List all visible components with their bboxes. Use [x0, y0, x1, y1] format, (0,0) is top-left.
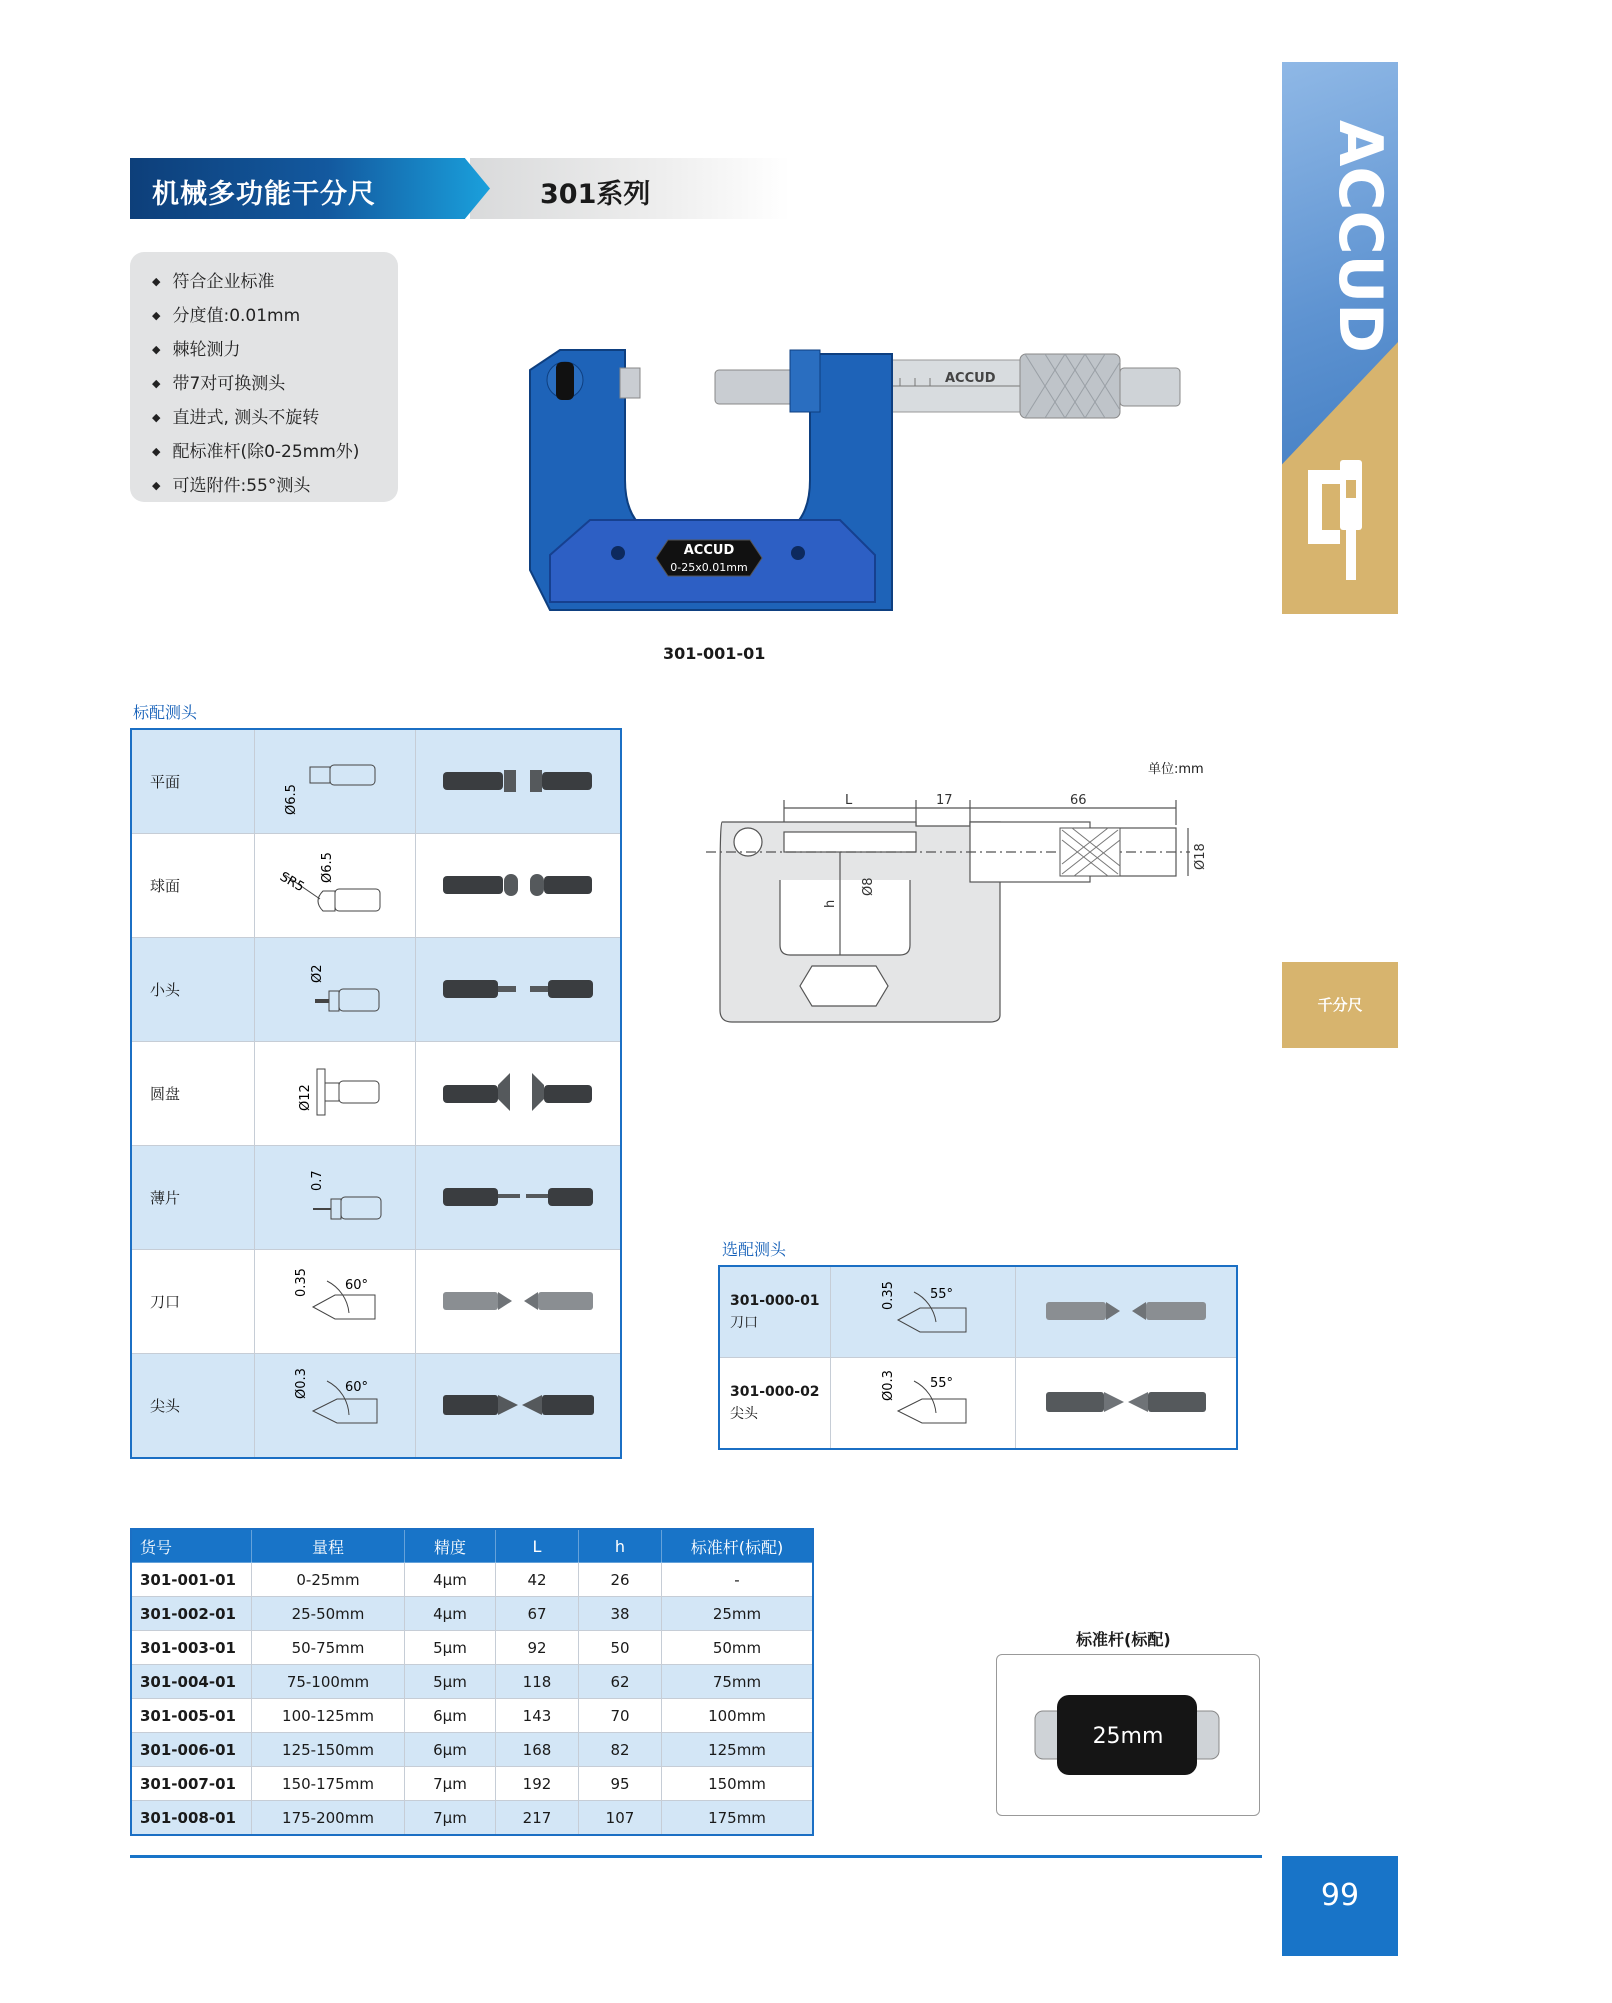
- spec-row: [131, 1801, 813, 1836]
- brand-logo: [1298, 110, 1395, 370]
- optional-tips-heading: 选配测头: [722, 1240, 787, 1259]
- spec-cell: 125-150mm: [252, 1733, 405, 1767]
- spec-cell: 4μm: [405, 1597, 496, 1631]
- tab-micrometer[interactable]: 千分尺: [1282, 962, 1398, 1048]
- spec-table: [130, 1528, 814, 1836]
- tip-dim: SR5: [277, 868, 307, 895]
- tip-name: 平面: [131, 729, 255, 834]
- tip-dim: Ø2: [310, 963, 325, 983]
- tip-row: [131, 938, 621, 1042]
- spec-cell: 82: [579, 1733, 662, 1767]
- optional-tip-label: [719, 1358, 831, 1450]
- spec-cell: 7μm: [405, 1767, 496, 1801]
- tip-photo: [416, 729, 622, 834]
- micrometer-silhouette-icon: [1300, 450, 1370, 590]
- spec-cell: 118: [496, 1665, 579, 1699]
- setting-rod-value: 25mm: [1092, 1724, 1164, 1749]
- spec-cell: 100-125mm: [252, 1699, 405, 1733]
- tip-dim: 55°: [930, 1287, 954, 1302]
- feature-item: ◆ 分度值:0.01mm: [152, 300, 398, 334]
- setting-rod-box: [996, 1654, 1260, 1816]
- optional-tip-diagram: [831, 1266, 1016, 1358]
- spec-cell: 150-175mm: [252, 1767, 405, 1801]
- spec-cell: 7μm: [405, 1801, 496, 1836]
- feature-list: [130, 252, 398, 502]
- tip-photo: [416, 938, 622, 1042]
- spec-cell: 107: [579, 1801, 662, 1836]
- tip-name: 薄片: [131, 1146, 255, 1250]
- sleeve-brand: ACCUD: [945, 371, 996, 386]
- spec-cell: 26: [579, 1563, 662, 1597]
- spec-cell: 143: [496, 1699, 579, 1733]
- tip-row: [131, 1354, 621, 1459]
- col-header: 精度: [405, 1529, 496, 1563]
- spec-cell: 175-200mm: [252, 1801, 405, 1836]
- tip-diagram: [255, 729, 416, 834]
- feature-item: ◆ 符合企业标准: [152, 266, 398, 300]
- spec-row: [131, 1631, 813, 1665]
- tip-row: [131, 729, 621, 834]
- spec-row: [131, 1767, 813, 1801]
- spec-header-row: [131, 1529, 813, 1563]
- spec-row: [131, 1563, 813, 1597]
- unit-label: 单位:mm: [1148, 762, 1204, 777]
- col-header: L: [496, 1529, 579, 1563]
- spec-cell: 301-007-01: [131, 1767, 252, 1801]
- spec-cell: 175mm: [662, 1801, 814, 1836]
- optional-tip-name: 尖头: [730, 1406, 758, 1422]
- plate-brand: ACCUD: [683, 543, 735, 558]
- spec-cell: 50: [579, 1631, 662, 1665]
- optional-tip-code: 301-000-02: [730, 1384, 820, 1400]
- optional-tip-row: [719, 1358, 1237, 1450]
- spec-cell: 301-002-01: [131, 1597, 252, 1631]
- spec-cell: 100mm: [662, 1699, 814, 1733]
- tip-dim: Ø0.3: [294, 1367, 309, 1399]
- spec-cell: 301-006-01: [131, 1733, 252, 1767]
- tip-diagram: [255, 1354, 416, 1459]
- optional-tips-table: [718, 1265, 1238, 1450]
- tip-photo: [416, 1042, 622, 1146]
- feature-item: ◆ 配标准杆(除0-25mm外): [152, 436, 398, 470]
- spec-row: [131, 1733, 813, 1767]
- tip-diagram: [255, 1042, 416, 1146]
- spec-cell: 168: [496, 1733, 579, 1767]
- spec-cell: 150mm: [662, 1767, 814, 1801]
- tip-dim: Ø0.3: [881, 1370, 896, 1401]
- spec-cell: -: [662, 1563, 814, 1597]
- tip-dim: 60°: [345, 1277, 369, 1293]
- optional-tip-photo: [1016, 1266, 1238, 1358]
- series-title: 301系列: [540, 179, 651, 210]
- spec-cell: 301-005-01: [131, 1699, 252, 1733]
- setting-rod-label: 标准杆(标配): [1076, 1630, 1171, 1649]
- tip-row: [131, 1250, 621, 1354]
- optional-tip-diagram: [831, 1358, 1016, 1450]
- tip-photo: [416, 1354, 622, 1459]
- col-header: 货号: [131, 1529, 252, 1563]
- technical-drawing: [700, 770, 1220, 1030]
- spec-cell: 192: [496, 1767, 579, 1801]
- optional-tip-row: [719, 1266, 1237, 1358]
- col-header: h: [579, 1529, 662, 1563]
- tip-dim: 0.35: [881, 1281, 896, 1310]
- tip-dim: 0.35: [294, 1267, 309, 1297]
- tip-dim: Ø12: [298, 1083, 313, 1111]
- spec-cell: 25mm: [662, 1597, 814, 1631]
- tip-diagram: [255, 938, 416, 1042]
- tip-diagram: [255, 1146, 416, 1250]
- feature-item: ◆ 可选附件:55°测头: [152, 470, 398, 504]
- spec-cell: 70: [579, 1699, 662, 1733]
- tip-dim: Ø6.5: [320, 851, 335, 883]
- spec-cell: 6μm: [405, 1699, 496, 1733]
- dim-h: h: [823, 899, 838, 908]
- spec-cell: 95: [579, 1767, 662, 1801]
- tip-diagram: [255, 834, 416, 938]
- tip-row: [131, 1042, 621, 1146]
- spec-cell: 301-004-01: [131, 1665, 252, 1699]
- spec-cell: 0-25mm: [252, 1563, 405, 1597]
- spec-cell: 5μm: [405, 1665, 496, 1699]
- spec-cell: 301-003-01: [131, 1631, 252, 1665]
- dim-17: 17: [936, 793, 953, 808]
- plate-range: 0-25x0.01mm: [670, 561, 748, 574]
- spec-row: [131, 1665, 813, 1699]
- feature-item: ◆ 带7对可换测头: [152, 368, 398, 402]
- tip-dim: Ø6.5: [284, 783, 299, 815]
- optional-tip-code: 301-000-01: [730, 1293, 820, 1309]
- feature-item: ◆ 直进式, 测头不旋转: [152, 402, 398, 436]
- tip-name: 圆盘: [131, 1042, 255, 1146]
- footer-rule: [130, 1855, 1262, 1858]
- tip-row: [131, 834, 621, 938]
- standard-tips-heading: 标配测头: [133, 703, 198, 722]
- tip-photo: [416, 1250, 622, 1354]
- spec-cell: 50-75mm: [252, 1631, 405, 1665]
- spec-cell: 75-100mm: [252, 1665, 405, 1699]
- brand-logo-text: ACCUD: [1325, 120, 1395, 354]
- dim-phi8: Ø8: [861, 877, 876, 896]
- spec-cell: 67: [496, 1597, 579, 1631]
- tip-name: 球面: [131, 834, 255, 938]
- dim-66: 66: [1070, 793, 1087, 808]
- page-number: 99: [1282, 1856, 1398, 1956]
- spec-row: [131, 1597, 813, 1631]
- optional-tip-name: 刀口: [730, 1315, 758, 1331]
- dim-L: L: [845, 793, 853, 808]
- col-header: 量程: [252, 1529, 405, 1563]
- page-title: 机械多功能干分尺: [152, 179, 376, 210]
- tip-name: 刀口: [131, 1250, 255, 1354]
- spec-cell: 301-001-01: [131, 1563, 252, 1597]
- tip-name: 尖头: [131, 1354, 255, 1459]
- tip-diagram: [255, 1250, 416, 1354]
- optional-tip-photo: [1016, 1358, 1238, 1450]
- spec-cell: 50mm: [662, 1631, 814, 1665]
- spec-cell: 92: [496, 1631, 579, 1665]
- spec-cell: 6μm: [405, 1733, 496, 1767]
- tip-dim: 0.7: [310, 1169, 325, 1191]
- spec-cell: 25-50mm: [252, 1597, 405, 1631]
- feature-item: ◆ 棘轮测力: [152, 334, 398, 368]
- product-code: 301-001-01: [663, 644, 766, 663]
- spec-cell: 38: [579, 1597, 662, 1631]
- tip-dim: 60°: [345, 1379, 369, 1395]
- tip-name: 小头: [131, 938, 255, 1042]
- setting-rod-image: [997, 1655, 1259, 1815]
- spec-cell: 75mm: [662, 1665, 814, 1699]
- spec-cell: 301-008-01: [131, 1801, 252, 1836]
- standard-tips-table: [130, 728, 622, 1459]
- spec-cell: 125mm: [662, 1733, 814, 1767]
- spec-cell: 42: [496, 1563, 579, 1597]
- tip-dim: 55°: [930, 1376, 954, 1391]
- tip-photo: [416, 1146, 622, 1250]
- micrometer-photo: [520, 340, 1200, 640]
- dim-phi18: Ø18: [1193, 843, 1208, 870]
- tip-row: [131, 1146, 621, 1250]
- tip-photo: [416, 834, 622, 938]
- spec-cell: 62: [579, 1665, 662, 1699]
- col-header: 标准杆(标配): [662, 1529, 814, 1563]
- optional-tip-label: [719, 1266, 831, 1358]
- spec-cell: 217: [496, 1801, 579, 1836]
- spec-row: [131, 1699, 813, 1733]
- spec-cell: 4μm: [405, 1563, 496, 1597]
- spec-cell: 5μm: [405, 1631, 496, 1665]
